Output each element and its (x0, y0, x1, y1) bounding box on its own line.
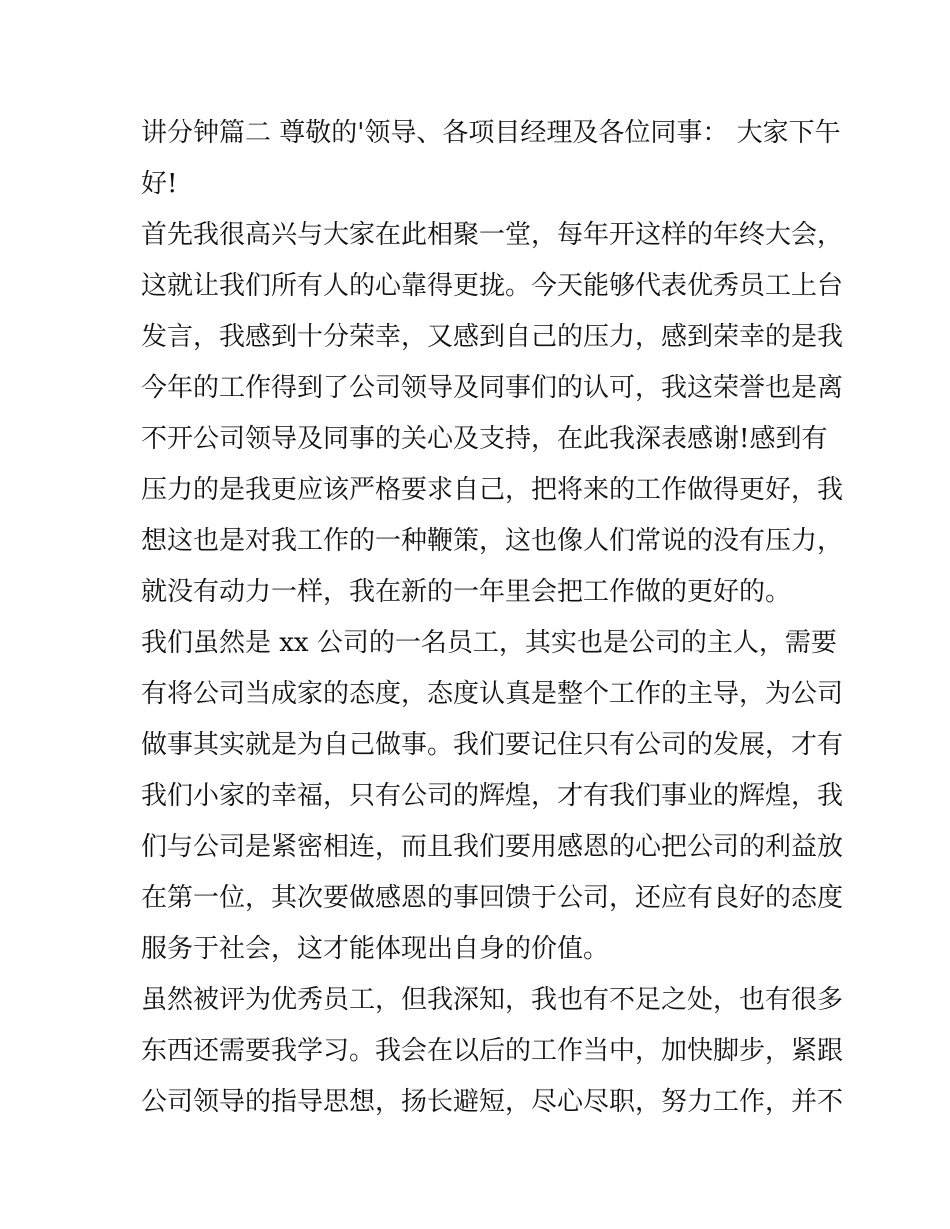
text-line: 做事其实就是为自己做事。我们要记住只有公司的发展，才有 (141, 730, 844, 760)
text-line: 们与公司是紧密相连，而且我们要用感恩的心把公司的利益放 (141, 832, 844, 862)
paragraph-company (141, 618, 844, 975)
text-line: 不开公司领导及同事的关心及支持，在此我深表感谢!感到有 (141, 424, 828, 454)
text-line: 就没有动力一样，我在新的一年里会把工作做的更好的。 (141, 577, 792, 607)
text-line: 东西还需要我学习。我会在以后的工作当中，加快脚步，紧跟 (141, 1036, 844, 1066)
paragraph-opening (141, 210, 844, 618)
text-line: 想这也是对我工作的一种鞭策，这也像人们常说的没有压力， (141, 526, 844, 556)
text-line: 今年的工作得到了公司领导及同事们的认可，我这荣誉也是离 (141, 373, 844, 403)
paragraph-improvement (141, 975, 844, 1128)
text-line: 有将公司当成家的态度，态度认真是整个工作的主导，为公司 (141, 679, 844, 709)
text-line: 讲分钟篇二 尊敬的'领导、各项目经理及各位同事： 大家下午 (141, 118, 841, 148)
text-line: 好! (141, 169, 178, 199)
text-line: 在第一位，其次要做感恩的事回馈于公司，还应有良好的态度 (141, 883, 844, 913)
text-line: 公司领导的指导思想，扬长避短，尽心尽职，努力工作，并不 (141, 1087, 844, 1117)
text-line: 我们小家的幸福，只有公司的辉煌，才有我们事业的辉煌，我 (141, 781, 844, 811)
text-line: 发言，我感到十分荣幸，又感到自己的压力，感到荣幸的是我 (141, 322, 844, 352)
paragraph-greeting (141, 108, 841, 210)
text-line: 虽然被评为优秀员工，但我深知，我也有不足之处，也有很多 (141, 985, 844, 1015)
text-line: 首先我很高兴与大家在此相聚一堂，每年开这样的年终大会， (141, 220, 844, 250)
text-line: 我们虽然是 xx 公司的一名员工，其实也是公司的主人，需要 (141, 628, 837, 658)
text-line: 服务于社会，这才能体现出自身的价值。 (141, 934, 610, 964)
text-line: 压力的是我更应该严格要求自己，把将来的工作做得更好，我 (141, 475, 844, 505)
document-body (141, 108, 844, 1128)
text-line: 这就让我们所有人的心靠得更拢。今天能够代表优秀员工上台 (141, 271, 844, 301)
